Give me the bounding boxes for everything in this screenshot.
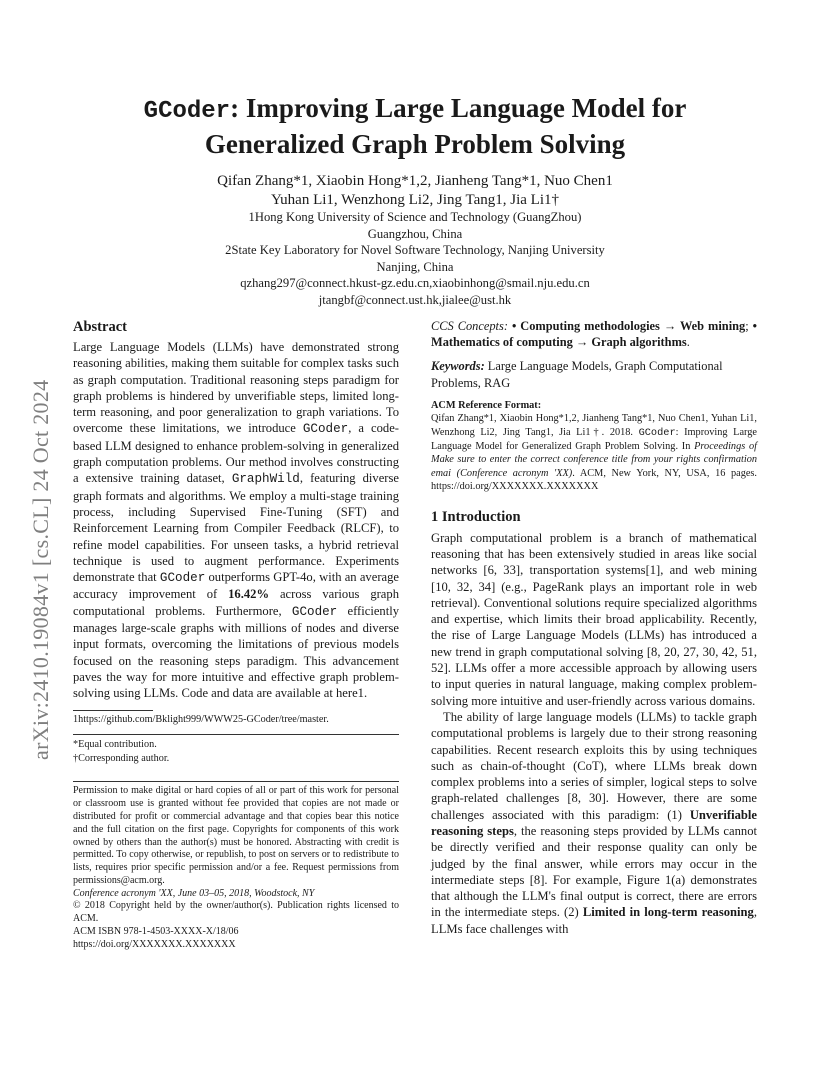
right-column	[431, 318, 757, 937]
affiliation-2: 2State Key Laboratory for Novel Software Technology, Nanjing University	[225, 243, 605, 258]
emails-line1: qzhang297@connect.hkust-gz.edu.cn,xiaobinhong@smail.nju.edu.cn	[240, 276, 590, 291]
isbn-line: ACM ISBN 978-1-4503-XXXX-X/18/06	[73, 926, 239, 938]
affiliation-2-city: Nanjing, China	[376, 259, 454, 274]
permission-divider	[73, 781, 399, 782]
affiliations	[60, 209, 770, 309]
footnote-equal: *Equal contribution.	[73, 739, 157, 751]
paper-title	[60, 92, 770, 161]
abstract-body: Large Language Models (LLMs) have demonstrated strong reasoning abilities, making them suitable for complex tasks such as graph computation. Traditional reasoning steps paradigm for graph problems is hindered by unverifiable steps, limited long-term reasoning, and poor generalization to graph variations. To overcome these limitations, we introduce GCoder, a code-based LLM designed to enhance problem-solving in generalized graph computation problems. Our method involves constructing a extensive training dataset, GraphWild, featuring diverse graph formats and algorithms. We employ a multi-stage training process, including Supervised Fine-Tuning (SFT) and Reinforcement Learning from Compiler Feedback (RLCF), to refine model capabilities. For unseen tasks, a hybrid retrieval technique is used to augment performance. Experiments demonstrate that GCoder outperforms GPT-4o, with an average accuracy improvement of 16.42% across various graph computational problems. Furthermore, GCoder efficiently manages large-scale graphs with millions of nodes and diverse input formats, overcoming the limitations of previous models focused on the reasoning steps paradigm. This advancement paves the way for more intuitive and effective graph problem-solving using LLMs. Code and data are available at here1.	[73, 340, 400, 701]
copyright-line: © 2018 Copyright held by the owner/author(s). Publication rights licensed to ACM.	[73, 900, 399, 925]
permission-text: Permission to make digital or hard copies of all or part of this work for personal or classroom use is granted without fee provided that copies are not made or distributed for profit or commercial advantage and that copies bear this notice and the full citation on the first page. Copyrights for components of this work owned by others than the author(s) must be honored. Abstracting with credit is permitted. To copy otherwise, or republish, to post on servers or to redistribute to lists, requires prior specific permission and/or a fee. Request permissions from permissions@acm.org.	[73, 785, 399, 886]
left-column	[73, 318, 399, 952]
emails-line2: jtangbf@connect.ust.hk,jialee@ust.hk	[318, 292, 512, 307]
authors-line1: Qifan Zhang*1, Xiaobin Hong*1,2, Jianheng Tang*1, Nuo Chen1	[217, 173, 613, 189]
footnote-url: 1https://github.com/Bklight999/WWW25-GCoder/tree/master.	[73, 713, 329, 725]
footnote-corresponding: †Corresponding author.	[73, 752, 170, 764]
doi-line: https://doi.org/XXXXXXX.XXXXXXX	[73, 938, 236, 950]
intro-paragraph-1: Graph computational problem is a branch of mathematical reasoning that has been extensively studied in areas like social networks [6, 33], transportation systems[1], and web mining [10, 32, 34] (e.g., PageRank plays an important role in web retrieval). Conventional solutions require specialized algorithms and expertise, which limits their broad applicability. Recently, the rise of Large Language Models (LLMs) has introduced a new trend in graph computational solving [8, 20, 27, 30, 42, 51, 52]. LLMs offer a more accessible approach by allowing users to input queries in natural language, making complex problem-solving more intuitive and user-friendly across various domains.	[431, 530, 757, 708]
intro-heading: 1 Introduction	[431, 508, 521, 525]
acm-ref-heading: ACM Reference Format:	[431, 399, 542, 411]
title-line2: Generalized Graph Problem Solving	[204, 129, 626, 159]
keywords: Keywords: Large Language Models, Graph Computational Problems, RAG	[431, 359, 723, 390]
footnote-divider	[73, 734, 399, 735]
acm-ref-text: Qifan Zhang*1, Xiaobin Hong*1,2, Jianheng Tang*1, Nuo Chen1, Yuhan Li1, Wenzhong Li2, Jing Tang1, Jia Li1†. 2018. GCoder: Improving Large Language Model for Generalized Graph Problem Solving. In Proceedings of Make sure to enter the correct conference title from your rights confirmation emai (Conference acronym 'XX). ACM, New York, NY, USA, 16 pages. https://doi.org/XXXXXXX.XXXXXXX	[431, 413, 757, 493]
footnote-rule	[73, 710, 153, 711]
conference-line: Conference acronym 'XX, June 03–05, 2018, Woodstock, NY	[73, 887, 315, 899]
title-code: GCoder	[143, 98, 231, 125]
ccs-concepts: CCS Concepts: • Computing methodologies → Web mining; • Mathematics of computing → Graph algorithms.	[431, 319, 757, 350]
affiliation-1: 1Hong Kong University of Science and Technology (GuangZhou)	[248, 210, 582, 224]
intro-paragraph-2: The ability of large language models (LLMs) to tackle graph computational problems is largely due to their strong reasoning capabilities. Recent research exploits this by using techniques such as chain-of-thought (CoT), where LLMs break down complex problems into a series of simpler, logical steps to solve graph-related challenges [8, 30]. However, there are some challenges associated with this paradigm: (1) Unverifiable reasoning steps, the reasoning steps provided by LLMs cannot be directly verified and their response quality can only be judged by the final answer, while errors may occur in the intermediate steps [8]. For example, Figure 1(a) demonstrates that although the LLM's final output is correct, there are errors in the intermediate steps. (2) Limited in long-term reasoning, LLMs face challenges with	[431, 709, 757, 936]
title-line1: : Improving Large Language Model for	[230, 93, 687, 123]
arxiv-watermark: arXiv:2410.19084v1 [cs.CL] 24 Oct 2024	[28, 379, 53, 760]
affiliation-1-city: Guangzhou, China	[367, 226, 463, 241]
abstract-heading: Abstract	[73, 319, 127, 335]
authors-line2: Yuhan Li1, Wenzhong Li2, Jing Tang1, Jia Li1†	[271, 192, 559, 208]
author-list	[60, 172, 770, 210]
